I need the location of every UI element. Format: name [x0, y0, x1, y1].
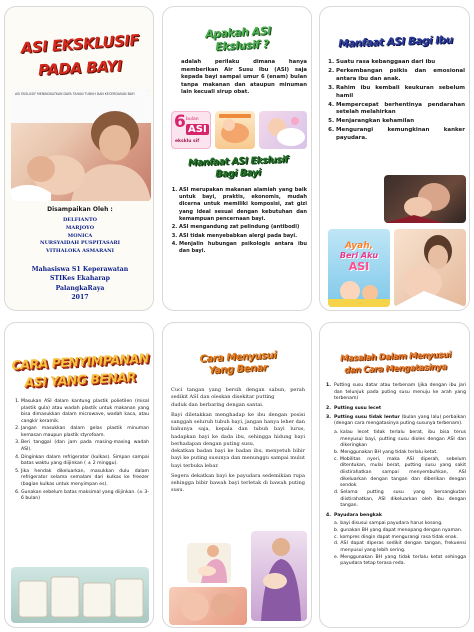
- nursing-position-drawing: [187, 543, 231, 583]
- badge-month-text: bulan: [186, 117, 199, 122]
- list-item: 2. ASI mengandung zat pelindung (antibodi): [179, 224, 307, 231]
- presented-by-label: Disampaikan Oleh :: [47, 206, 113, 213]
- what-is-text: adalah perilaku dimana hanya memberikan Air Susu Ibu (ASI) saja kepada bayi sampai umur 6 (enam) bulan tanpa makanan dan ataupun minuman lain kecuali sirup obat.: [181, 59, 307, 96]
- problem-intro: 1. Putting susu datar atau terbenam (jika dengan ibu jari dan telunjuk pada puting susu menuju ke arah yang terbenam): [326, 383, 466, 402]
- sub-item: a. bayi disusui sampai payudara harus kosong.: [334, 521, 443, 527]
- sub-item: c. kompres dingin dapat mengurangi rasa tidak enak.: [334, 534, 458, 540]
- affiliation-line: Mahasiswa S1 Keperawatan: [31, 266, 129, 273]
- book-title-line: Ayah,: [344, 241, 374, 251]
- nursing-position-icon: [187, 543, 231, 583]
- infographic-photo: [215, 111, 255, 149]
- problems-panel: [319, 322, 470, 628]
- paragraph: duduk dan berbaring dengan santai.: [171, 401, 264, 408]
- sub-item-text: bayi disusui sampai payudara harus kosong.: [340, 521, 443, 527]
- list-item: 5. Jika hendak dikeluarkan, masukkan dulu dalam refrigerator selama semalam dari kulkas ke freezer (bagian kulkas untuk menyimpan es).: [21, 469, 149, 489]
- storage-title-line2: ASI YANG BENAR: [24, 369, 136, 390]
- sub-item: e. Menggunakan BH yang tidak terlalu ketat sehingga payudara tetap terasa reda.: [334, 554, 466, 567]
- affiliation-line: PalangkaRaya: [55, 284, 105, 292]
- author-name: MARJOYO: [65, 224, 95, 231]
- problems-title-line2: dan Cara Mengatasinya: [344, 362, 447, 376]
- storage-list: [11, 399, 149, 504]
- author-name: NURSYAIDAH PUSPITASARI: [40, 240, 120, 247]
- sub-item: a. kalau lecet tidak terlalu berat, ibu bisa terus menyusui bayi, putting susu dioles dengan ASI dan dikeringkan: [334, 429, 466, 449]
- mother-benefits-panel: [319, 6, 470, 311]
- book-title-line: ASI: [348, 260, 370, 273]
- breastfeeding-illustration-icon: [11, 89, 151, 201]
- paragraph: Segera dekatkan bayi ke payudara sedemikian rupa sehingga bibir bawah bayi terletak di bawah puting susu.: [171, 472, 305, 494]
- baby-illustration-icon: [259, 111, 307, 149]
- sub-item-text: Menggunakan BH yang tidak terlalu ketat sehingga payudara tetap terasa reda.: [340, 554, 466, 567]
- sub-item: d. Selama putting susu yang bersangkutan diistirahatkan, ASI dikeluarkan oleh ibu dengan tangan.: [334, 489, 466, 509]
- cover-title-line2: PADA BAYI: [37, 56, 123, 80]
- sub-item: b. Menggunakan BH yang tidak terlalu ketat.: [334, 449, 438, 455]
- storage-panel: [4, 322, 154, 628]
- list-item: 3. ASI tidak menyebabkan alergi pada bayi.: [179, 233, 307, 240]
- woman-nursing-photo: [251, 531, 307, 621]
- infographic-icon: [215, 111, 255, 149]
- feeding-panel: [162, 322, 312, 628]
- problem-item: 2. Putting susu lecet: [326, 405, 382, 411]
- milk-bags-photo: [11, 567, 149, 623]
- problem-heading: Payudara bengkak: [333, 512, 382, 518]
- mother-child-icon: [394, 229, 466, 307]
- benefits-mother-list: [326, 59, 465, 144]
- list-item: 1. Masukan ASI dalam kantung plastik polietilen (misal plastik gula) atau wadah plastik untuk makanan yang bisa dimasukkan dalam microwave, wadah kaca, atau cangkir keramik.: [21, 399, 149, 425]
- paragraph: dekatkan badan bayi ke badan ibu, menyetuh bibir bayi ke puting susunya dan menunggu sampai mulut bayi terbuka lebar.: [171, 448, 306, 469]
- author-list: [5, 217, 154, 256]
- sub-item: b. gunakan BH yang dapat menopang dengan nyaman.: [334, 528, 463, 534]
- list-item: 3. Rahim ibu kembali keukuran sebelum hamil: [336, 85, 465, 101]
- list-item: 5. Menjarangkan kehamilan: [336, 118, 465, 126]
- problem-item: 3. Putting susu tidak lentur (bulan yang lalu) perbaikan (dengan cara mengatasinya puting susunya terbenam).: [326, 414, 466, 427]
- problem-heading: Putting susu tidak lentur: [333, 414, 400, 420]
- benefits-baby-list: [169, 187, 307, 257]
- year-label: 2017: [71, 293, 89, 301]
- problem-item: 4. Payudara bengkak: [326, 512, 382, 518]
- sub-item-text: kalau lecet tidak terlalu berat, ibu bisa terus menyusui bayi, putting susu dioles dengan ASI dan dikeringkan: [340, 429, 466, 449]
- mother-baby-photo: [11, 89, 151, 201]
- problem-text: (bulan yang lalu) perbaikan (dengan cara mengatasinya puting susunya terbenam).: [333, 414, 466, 427]
- list-item: 4. Dinginkan dalam refrigerator (kulkas). Simpan sampai batas waktu yang diijinkan ( ± 2 minggu).: [21, 455, 149, 468]
- paragraph: Bayi diletakkan menghadap ke ibu dengan posisi sanggah seluruh tubuh bayi, jangan hanya leher dan bahunya saja, kepala dan tubuh bayi lurus, hadapkan bayi ke dada ibu, sehingga hidung bayi berhadapan dengan puting susu,: [171, 411, 305, 447]
- breastfeeding-photo: [384, 175, 466, 223]
- list-item: 4. Mempercepat berhentinya pendarahan setelah melahirkan: [336, 102, 465, 118]
- problem-heading: Putting susu lecet: [333, 405, 382, 411]
- badge-asi-text: ASI: [188, 124, 207, 135]
- problem-intro-text: Putting susu datar atau terbenam (jika dengan ibu jari dan telunjuk pada puting susu menuju ke arah yang terbenam): [333, 383, 466, 402]
- feeding-title-line2: Yang Benar: [208, 362, 268, 377]
- what-is-title-line2: Ekslusif ?: [215, 37, 269, 54]
- what-is-title-line1: Apakah ASI: [204, 24, 272, 41]
- cover-title-line1: ASI EKSKLUSIF: [20, 30, 140, 58]
- latch-closeup-photo: [169, 587, 247, 625]
- problem-sublist: [326, 430, 466, 510]
- sub-item-text: gunakan BH yang dapat menopang dengan nyaman.: [340, 528, 463, 534]
- sub-item: c. Mobilitas nyeri, maka ASI diperah, sebelum ditentukan, mulai berat, putting susu yang sakit diistirahatkan sampai menyembuhkan, ASI dikeluarkan dengan tangan dan diberikan dengan sendok: [334, 456, 466, 489]
- author-name: DELFIANTO: [62, 217, 98, 223]
- book-cover-photo: [328, 229, 390, 307]
- mother-nursing-icon: [384, 175, 466, 223]
- milk-storage-bags-icon: [11, 567, 149, 623]
- list-item: 1. ASI merupakan makanan alamiah yang baik untuk bayi, praktis, ekonomis, mudah dicerna untuk memiliki komposisi, zat gizi yang ideal sesuai dengan kebutuhan dan kemampuan pencernaan bayi.: [179, 187, 307, 223]
- feeding-title-line1: Cara Menyusui: [199, 350, 277, 366]
- photo-caption-small: ASI EKSLUSIF MENINGKATKAN DAYA TAHAN TUBUH DAN KECERDASAN BAYI: [15, 92, 135, 96]
- author-name: VITHALOKA ASMARANI: [45, 248, 115, 254]
- paragraph: Cuci tangan yang bersih dengan sabun, perah sedikit ASI dan oleskan disekitar putting: [171, 387, 305, 401]
- list-item: 1. Suatu rasa kebanggaan dari ibu: [336, 59, 465, 67]
- sub-item-text: Menggunakan BH yang tidak terlalu ketat.: [340, 449, 438, 455]
- list-item: 4. Menjalin hubungan psikologis antara ibu dan bayi.: [179, 241, 307, 255]
- sub-item-text: Mobilitas nyeri, maka ASI diperah, sebelum ditentukan, mulai berat, putting susu yang sakit diistirahatkan sampai menyembuhkan, ASI dikeluarkan dengan tangan dan diberikan dengan sendok: [340, 456, 466, 489]
- six-month-badge: [171, 111, 211, 149]
- mother-child-photo: [394, 229, 466, 307]
- storage-title-line1: CARA PENYIMPANAN: [11, 350, 149, 373]
- badge-number: 6: [174, 112, 186, 132]
- list-item: 2. Perkembangan psikis dan emosional antara ibu dan anak.: [336, 68, 465, 84]
- definition-panel: [162, 6, 312, 311]
- benefits-mother-title: Manfaat ASI Bagi Ibu: [338, 34, 453, 50]
- affiliation-line: STIKes Ekaharap: [50, 275, 110, 283]
- list-item: 3. Beri tanggal (dan jam pada masing-masing wadah ASI).: [21, 440, 149, 453]
- benefits-baby-title-line2: Bagi Bayi: [215, 167, 261, 180]
- benefits-baby-title-line1: Manfaat ASI Ekslusif: [187, 154, 289, 169]
- baby-cartoon-icon: [328, 277, 390, 307]
- problems-content: [326, 383, 466, 568]
- feeding-text: [171, 387, 305, 495]
- list-item: 6. Gunakan sebelum batas maksimal yang diijinkan. (± 3-6 bulan): [21, 490, 149, 503]
- sub-item-text: kompres dingin dapat mengurangi rasa tidak enak.: [340, 534, 458, 540]
- latch-closeup-icon: [169, 587, 247, 625]
- affiliation-block: [5, 265, 154, 302]
- problem-sublist: [326, 521, 466, 568]
- woman-nursing-icon: [251, 531, 307, 621]
- badge-exclusive-text: eksklu sif: [175, 139, 200, 144]
- baby-photo: [259, 111, 307, 149]
- cover-panel: [4, 6, 154, 311]
- book-title-line: Beri Aku: [339, 251, 379, 260]
- list-item: 2. Jangan masukkan dalam gelas plastik minuman kemasan maupun plastik styrofoam.: [21, 426, 149, 439]
- sub-item-text: ASI dapat diperas sedikit dengan tangan, frekuensi menyusui yang lebih sering.: [340, 541, 466, 554]
- sub-item: d. ASI dapat diperas sedikit dengan tangan, frekuensi menyusui yang lebih sering.: [334, 541, 466, 554]
- author-name: MONICA: [67, 232, 93, 239]
- problems-title-line1: Masalah Dalam Menyusui: [339, 350, 452, 364]
- sub-item-text: Selama putting susu yang bersangkutan diistirahatkan, ASI dikeluarkan oleh ibu dengan tangan.: [340, 489, 466, 509]
- list-item: 6. Mengurangi kemungkinan kanker payudara.: [336, 127, 465, 143]
